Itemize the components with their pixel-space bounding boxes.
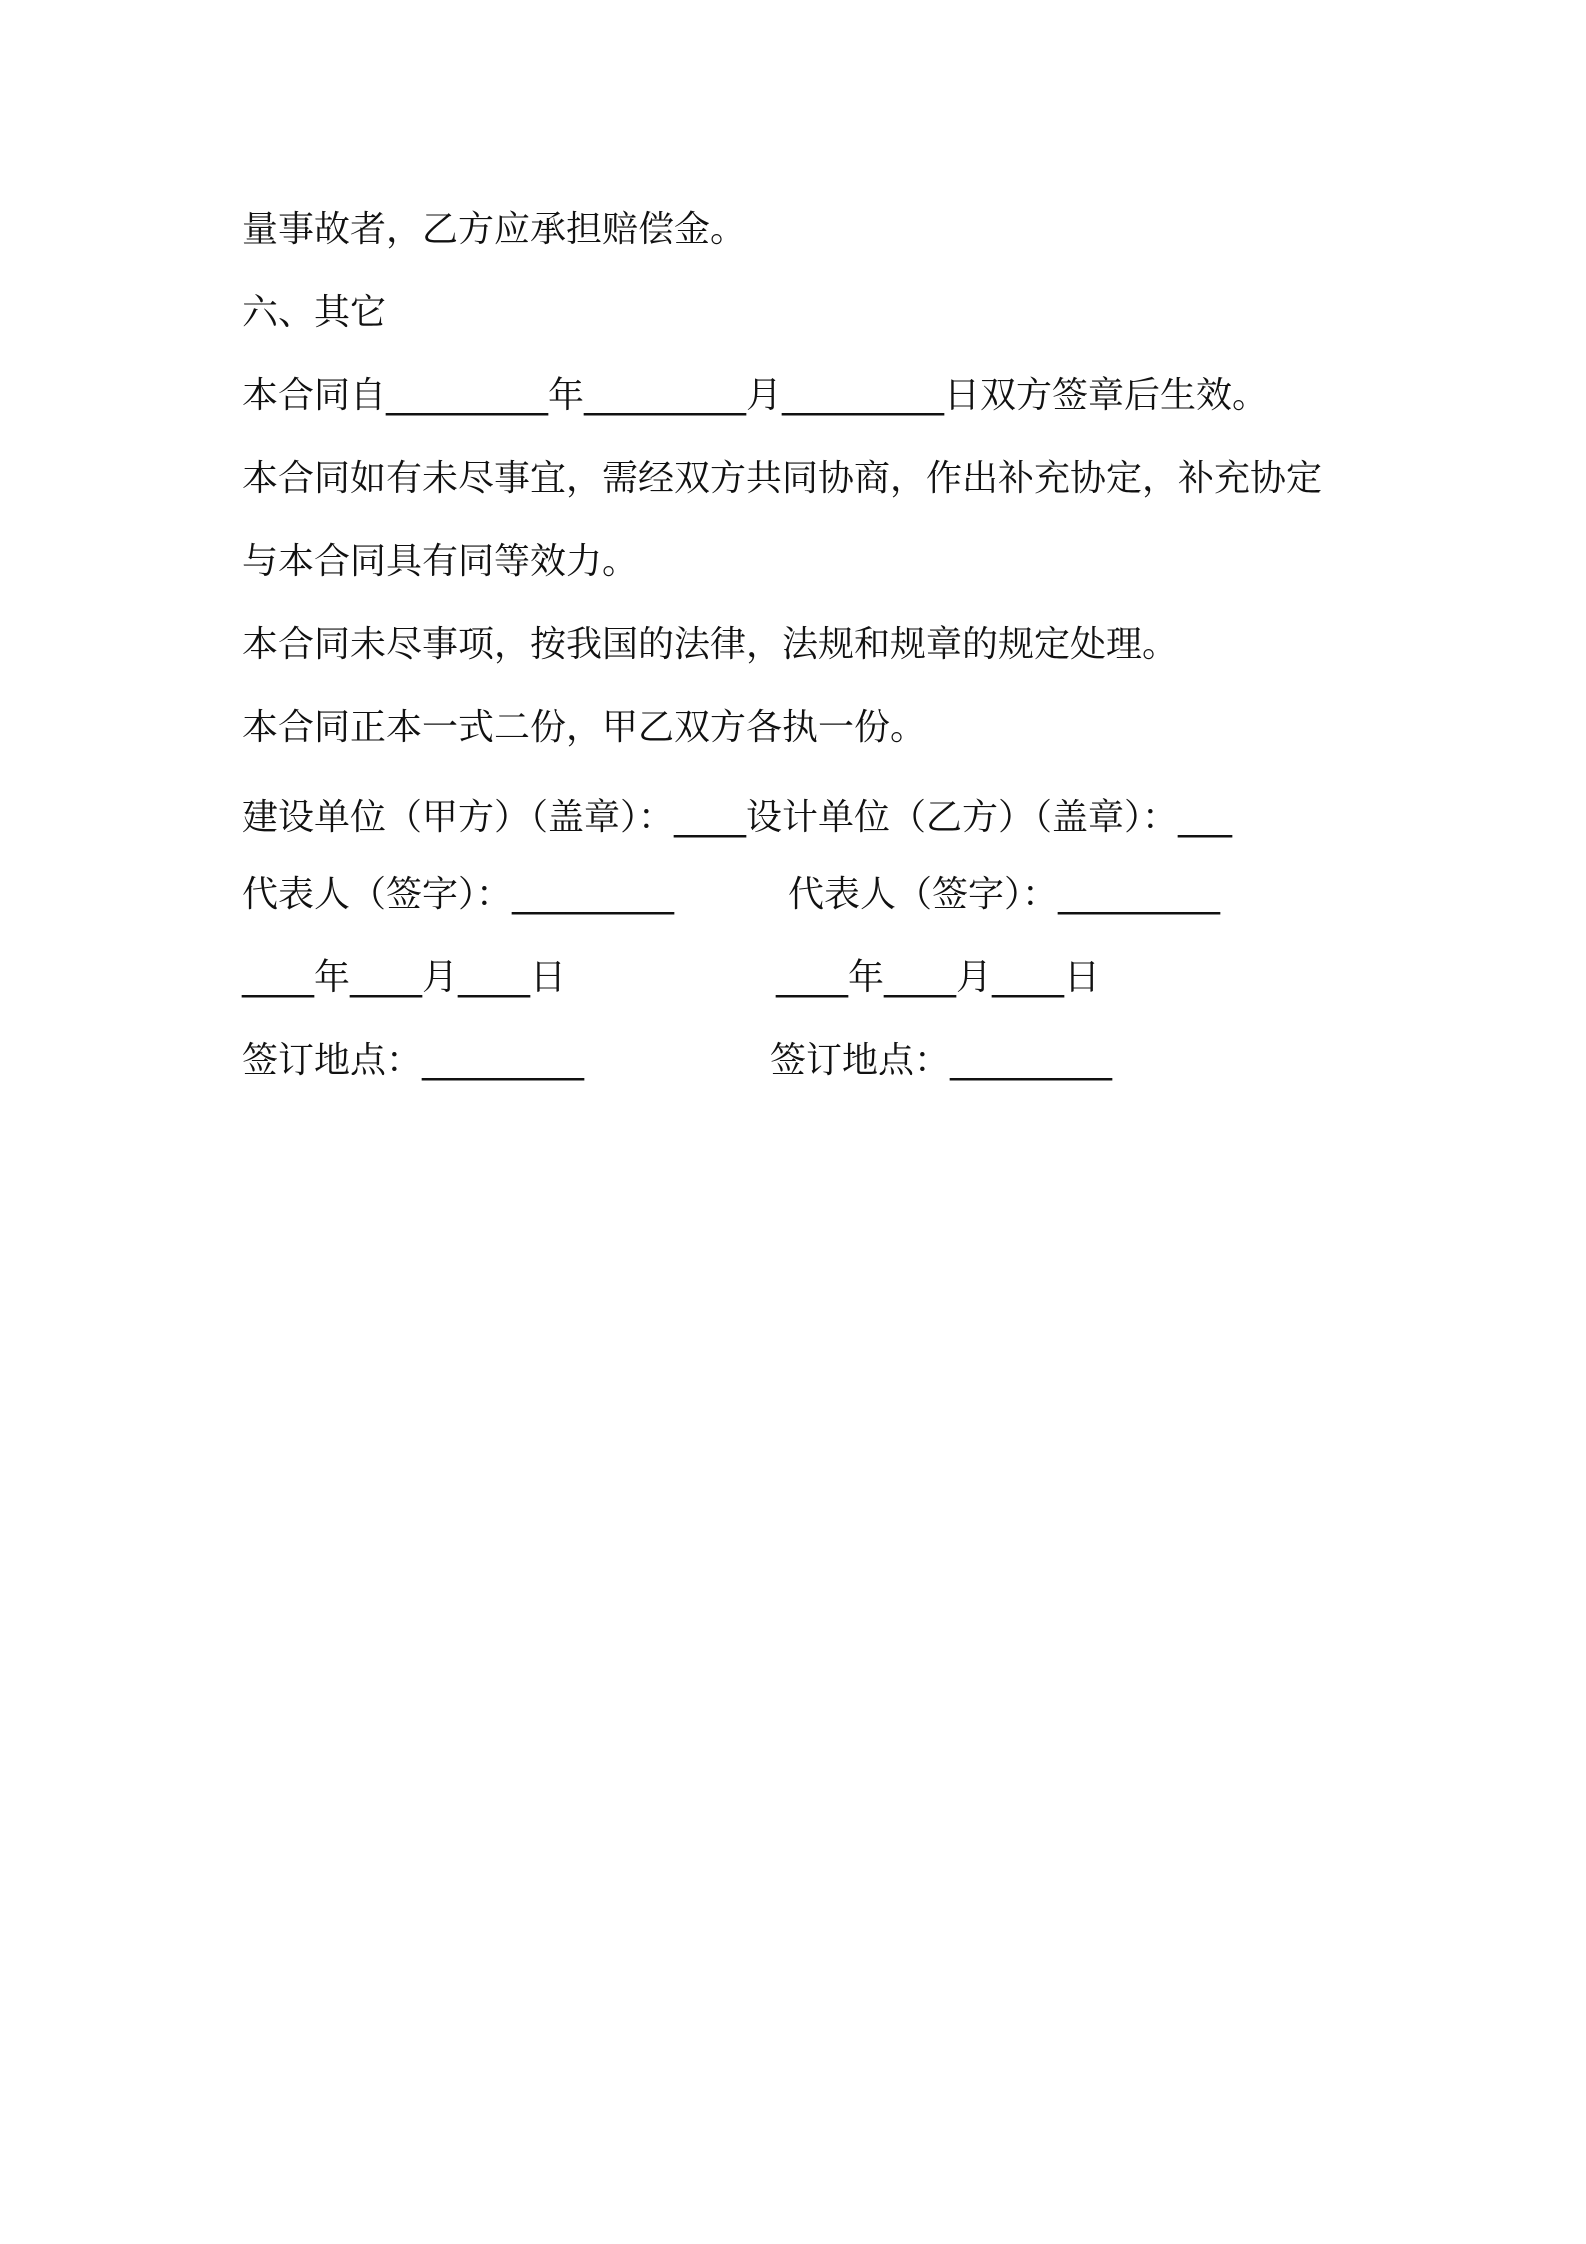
party-a-place: 签订地点：_________ [242, 1040, 585, 1081]
section-heading-other: 六、其它 [242, 292, 387, 333]
paragraph-supplement-2: 与本合同具有同等效力。 [242, 541, 639, 582]
paragraph-parties-seal: 建设单位（甲方）（盖章）：____设计单位（乙方）（盖章）：___ [242, 797, 1233, 838]
paragraph-effective-date: 本合同自_________年_________月_________日双方签章后生效。 [242, 375, 1269, 416]
paragraph-supplement-1: 本合同如有未尽事宜，需经双方共同协商，作出补充协定，补充协定 [242, 458, 1323, 499]
party-b-date: ____年____月____日 [776, 957, 1101, 998]
paragraph-legal: 本合同未尽事项，按我国的法律，法规和规章的规定处理。 [242, 624, 1179, 665]
paragraph-copies: 本合同正本一式二份，甲乙双方各执一份。 [242, 707, 927, 748]
party-b-place: 签订地点：_________ [770, 1040, 1113, 1081]
party-b-representative: 代表人（签字）：_________ [788, 874, 1221, 915]
party-a-date: ____年____月____日 [242, 957, 567, 998]
paragraph-compensation: 量事故者，乙方应承担赔偿金。 [242, 209, 747, 250]
party-a-representative: 代表人（签字）：_________ [242, 874, 675, 915]
